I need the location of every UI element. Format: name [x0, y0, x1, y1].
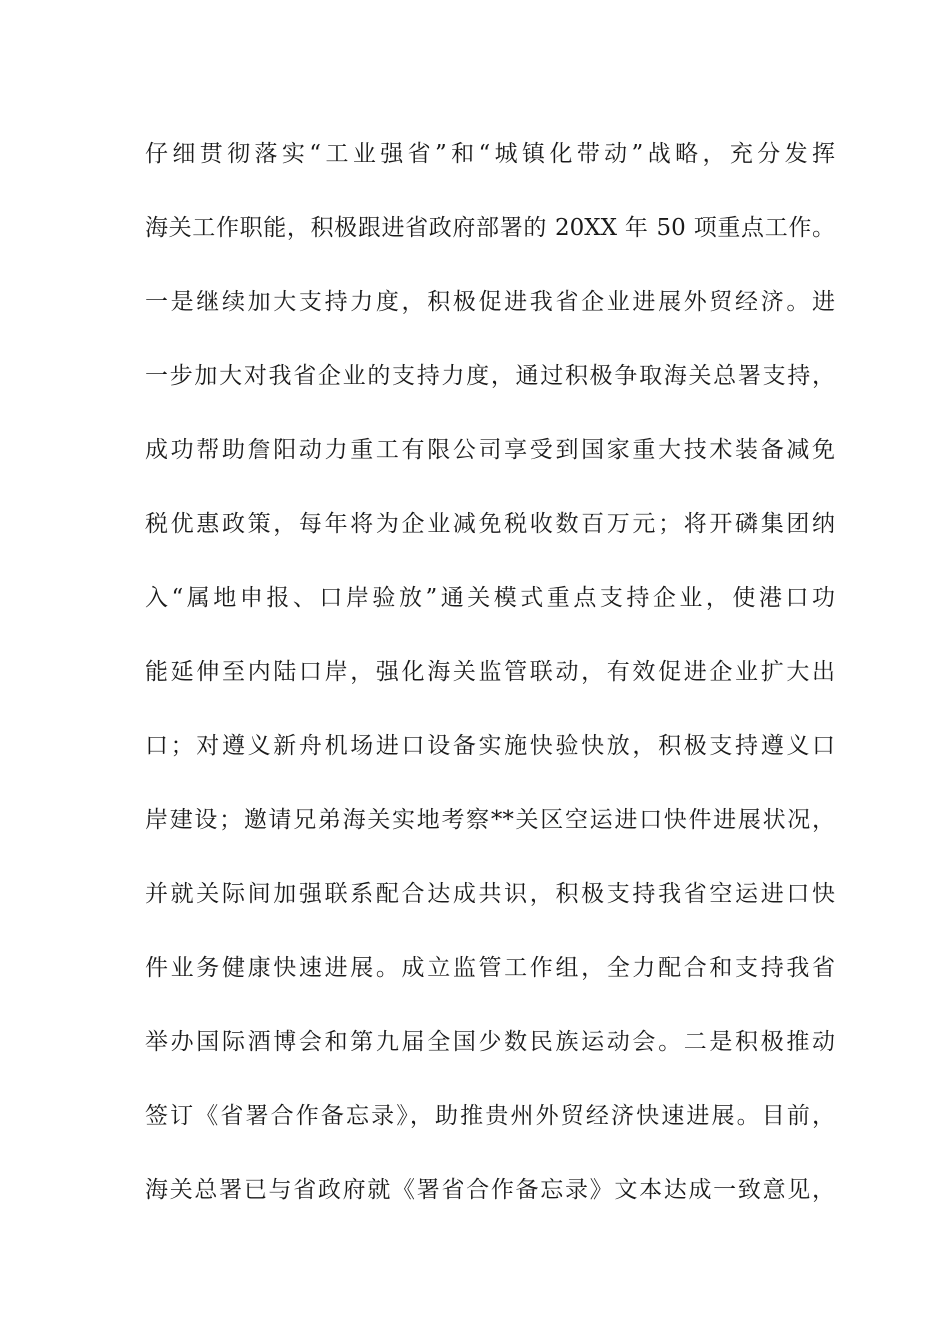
text-line: 海关总署已与省政府就《署省合作备忘录》文本达成一致意见， — [145, 1177, 835, 1203]
text-line: 海关工作职能，积极跟进省政府部署的 20XX 年 50 项重点工作。 — [145, 215, 835, 241]
text-line: 签订《省署合作备忘录》，助推贵州外贸经济快速进展。目前， — [145, 1103, 835, 1129]
text-line: 岸建设；邀请兄弟海关实地考察**关区空运进口快件进展状况， — [145, 807, 835, 833]
text-line: 一是继续加大支持力度，积极促进我省企业进展外贸经济。进 — [145, 289, 835, 315]
text-line: 能延伸至内陆口岸，强化海关监管联动，有效促进企业扩大出 — [145, 659, 835, 685]
text-line: 并就关际间加强联系配合达成共识，积极支持我省空运进口快 — [145, 881, 835, 907]
text-line: 件业务健康快速进展。成立监管工作组，全力配合和支持我省 — [145, 955, 835, 981]
text-line: 一步加大对我省企业的支持力度，通过积极争取海关总署支持， — [145, 363, 835, 389]
text-line: 成功帮助詹阳动力重工有限公司享受到国家重大技术装备减免 — [145, 437, 835, 463]
text-line: 口；对遵义新舟机场进口设备实施快验快放，积极支持遵义口 — [145, 733, 835, 759]
text-line: 举办国际酒博会和第九届全国少数民族运动会。二是积极推动 — [145, 1029, 835, 1055]
text-line: 仔细贯彻落实“工业强省”和“城镇化带动”战略，充分发挥 — [145, 141, 835, 167]
text-line: 入“属地申报、口岸验放”通关模式重点支持企业，使港口功 — [145, 585, 835, 611]
text-line: 税优惠政策，每年将为企业减免税收数百万元；将开磷集团纳 — [145, 511, 835, 537]
body-text — [145, 133, 835, 1243]
